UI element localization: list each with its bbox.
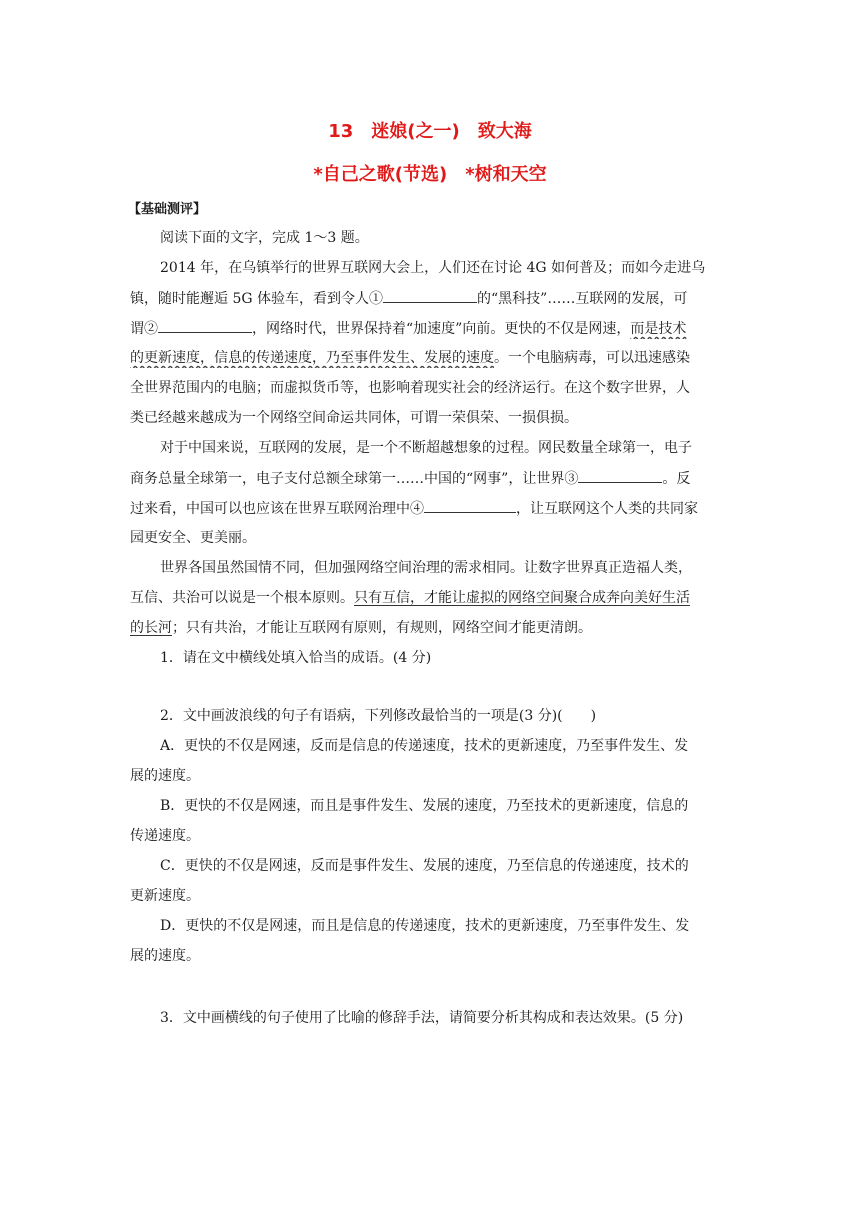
underlined-sentence: 只有互信，才能让虚拟的网络空间聚合成奔向美好生活 (354, 590, 690, 606)
text-span: 谓② (130, 321, 158, 337)
p1-line: 类已经越来越成为一个网络空间命运共同体，可谓一荣俱荣、一损俱损。 (130, 410, 578, 426)
p1-line: 2014 年，在乌镇举行的世界互联网大会上，人们还在讨论 4G 如何普及；而如今走进乌 (160, 260, 706, 276)
p3-line (130, 588, 730, 608)
question-2: 2．文中画波浪线的句子有语病，下列修改最恰当的一项是(3 分)( ) (160, 708, 597, 724)
text-span: 镇，随时能邂逅 5G 体验车，看到令人① (130, 291, 383, 307)
text-span: 。一个电脑病毒，可以迅速感染 (494, 350, 690, 366)
reading-instruction: 阅读下面的文字，完成 1～3 题。 (160, 230, 369, 246)
p1-line (130, 288, 730, 309)
text-span: 。反 (662, 471, 691, 487)
p3-line (130, 618, 730, 638)
option-c-cont: 更新速度。 (130, 888, 200, 904)
text-span: 商务总量全球第一，电子支付总额全球第一……中国的“网事”，让世界③ (130, 471, 579, 487)
option-a-cont: 展的速度。 (130, 768, 200, 784)
p2-line (130, 468, 730, 489)
text-span: ，网络时代，世界保持着“加速度”向前。更快的不仅是网速， (252, 321, 631, 337)
p1-line (130, 348, 730, 368)
option-b-cont: 传递速度。 (130, 828, 200, 844)
text-span: 过来看，中国可以也应该在世界互联网治理中④ (130, 501, 424, 517)
underlined-sentence: 的长河 (130, 620, 172, 636)
text-span: 互信、共治可以说是一个根本原则。 (130, 590, 354, 606)
p1-line: 全世界范围内的电脑；而虚拟货币等，也影响着现实社会的经济运行。在这个数字世界，人 (130, 380, 690, 396)
option-d-cont: 展的速度。 (130, 948, 200, 964)
text-span: ；只有共治，才能让互联网有原则，有规则，网络空间才能更清朗。 (172, 620, 592, 636)
option-d: D．更快的不仅是网速，而且是信息的传递速度，技术的更新速度，乃至事件发生、发 (160, 918, 690, 934)
question-1: 1．请在文中横线处填入恰当的成语。(4 分) (160, 650, 432, 666)
option-b: B．更快的不仅是网速，而且是事件发生、发展的速度，乃至技术的更新速度，信息的 (160, 798, 689, 814)
wavy-underlined-sentence: 而是技术 (630, 321, 687, 337)
p2-line: 对于中国来说，互联网的发展，是一个不断超越想象的过程。网民数量全球第一，电子 (160, 440, 692, 456)
p3-line: 世界各国虽然国情不同，但加强网络空间治理的需求相同。让数字世界真正造福人类， (160, 560, 692, 576)
lesson-title: 13 迷娘(之一) 致大海 (328, 121, 532, 142)
question-3: 3．文中画横线的句子使用了比喻的修辞手法，请简要分析其构成和表达效果。(5 分) (160, 1010, 684, 1026)
blank-1 (383, 288, 477, 303)
option-a: A．更快的不仅是网速，反而是信息的传递速度，技术的更新速度，乃至事件发生、发 (160, 738, 689, 754)
wavy-underlined-sentence: 的更新速度，信息的传递速度，乃至事件发生、发展的速度 (130, 350, 494, 366)
section-label: 【基础测评】 (128, 202, 207, 217)
p2-line (130, 498, 730, 519)
text-span: ，让互联网这个人类的共同家 (516, 501, 698, 517)
blank-4 (424, 498, 516, 513)
lesson-subtitle: *自己之歌(节选) *树和天空 (313, 164, 547, 185)
p2-line: 园更安全、更美丽。 (130, 530, 256, 546)
p1-line (130, 318, 730, 339)
blank-2 (158, 318, 252, 333)
option-c: C．更快的不仅是网速，反而是事件发生、发展的速度，乃至信息的传递速度，技术的 (160, 858, 689, 874)
blank-3 (578, 468, 662, 483)
text-span: 的“黑科技”……互联网的发展，可 (477, 291, 688, 307)
